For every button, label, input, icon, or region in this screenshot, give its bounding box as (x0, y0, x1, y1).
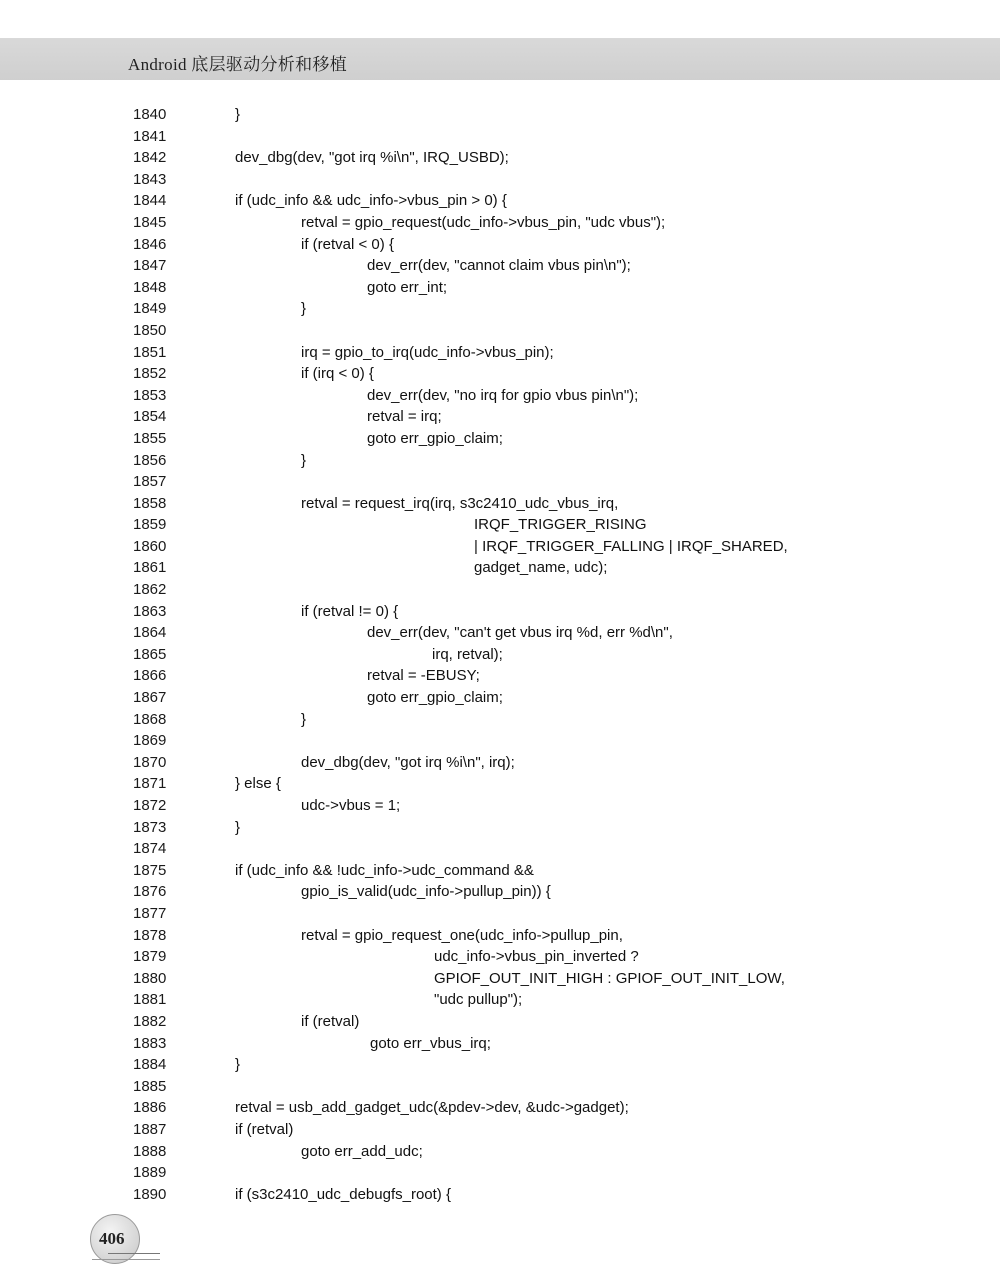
code-line (0, 320, 1000, 342)
code-line (0, 795, 1000, 817)
code-line (0, 342, 1000, 364)
code-line (0, 881, 1000, 903)
line-number: 1863 (133, 602, 167, 620)
code-line (0, 1011, 1000, 1033)
code-text: retval = usb_add_gadget_udc(&pdev->dev, &udc->gadget); (235, 1099, 629, 1117)
line-number: 1840 (133, 106, 167, 123)
line-number: 1870 (133, 753, 167, 771)
code-line (0, 169, 1000, 191)
code-line (0, 1184, 1000, 1206)
code-text: } (235, 818, 241, 836)
line-number: 1887 (133, 1120, 167, 1138)
line-number: 1858 (133, 494, 167, 512)
code-line (0, 514, 1000, 536)
line-number: 1868 (133, 710, 167, 728)
line-number: 1862 (133, 581, 167, 599)
code-line (0, 255, 1000, 277)
code-line (0, 277, 1000, 299)
code-line (0, 190, 1000, 212)
line-number: 1876 (133, 883, 167, 901)
code-line (0, 752, 1000, 774)
line-number: 1884 (133, 1056, 167, 1074)
code-line (0, 385, 1000, 407)
code-line (0, 601, 1000, 623)
code-text: goto err_vbus_irq; (370, 1034, 491, 1052)
line-number: 1873 (133, 818, 167, 836)
code-text: gadget_name, udc); (474, 559, 608, 577)
line-number: 1883 (133, 1034, 167, 1052)
code-line (0, 925, 1000, 947)
code-line (0, 838, 1000, 860)
line-number: 1854 (133, 408, 167, 426)
code-text: if (udc_info && !udc_info->udc_command && (235, 861, 534, 879)
code-text: goto err_int; (367, 278, 448, 296)
line-number: 1879 (133, 948, 167, 966)
line-number: 1889 (133, 1164, 167, 1182)
line-number: 1886 (133, 1099, 167, 1117)
code-text: goto err_add_udc; (301, 1142, 423, 1160)
code-line (0, 622, 1000, 644)
code-text: if (s3c2410_udc_debugfs_root) { (235, 1185, 451, 1203)
line-number: 1880 (133, 969, 167, 987)
page-number: 406 (99, 1229, 125, 1248)
line-number: 1851 (133, 343, 167, 361)
code-text: udc_info->vbus_pin_inverted ? (434, 948, 639, 966)
line-number: 1852 (133, 365, 167, 383)
code-line (0, 644, 1000, 666)
code-line (0, 989, 1000, 1011)
code-text: } (235, 106, 241, 123)
code-text: dev_dbg(dev, "got irq %i\n", IRQ_USBD); (235, 149, 509, 167)
code-text: retval = irq; (367, 408, 442, 426)
line-number: 1864 (133, 624, 167, 642)
code-text: retval = request_irq(irq, s3c2410_udc_vbus_irq, (301, 494, 619, 512)
code-line (0, 212, 1000, 234)
code-text: goto err_gpio_claim; (367, 689, 503, 707)
code-line (0, 968, 1000, 990)
code-text: } (301, 300, 307, 318)
code-text: if (retval) (235, 1120, 294, 1138)
code-text: retval = gpio_request(udc_info->vbus_pin, "udc vbus"); (301, 213, 666, 231)
line-number: 1855 (133, 429, 167, 447)
line-number: 1848 (133, 278, 167, 296)
code-text: irq, retval); (432, 645, 503, 663)
code-line (0, 1141, 1000, 1163)
code-line (0, 363, 1000, 385)
line-number: 1853 (133, 386, 167, 404)
code-line (0, 147, 1000, 169)
code-line (0, 773, 1000, 795)
code-line (0, 104, 1000, 126)
code-line (0, 471, 1000, 493)
code-text: dev_err(dev, "no irq for gpio vbus pin\n"); (367, 386, 639, 404)
code-text: if (retval) (301, 1012, 360, 1030)
code-text: if (udc_info && udc_info->vbus_pin > 0) { (235, 192, 507, 210)
line-number: 1850 (133, 321, 167, 339)
code-line (0, 1033, 1000, 1055)
line-number: 1877 (133, 904, 167, 922)
code-line (0, 406, 1000, 428)
line-number: 1846 (133, 235, 167, 253)
code-text: udc->vbus = 1; (301, 797, 401, 814)
line-number: 1844 (133, 192, 167, 210)
code-text: "udc pullup"); (434, 991, 523, 1009)
code-text: IRQF_TRIGGER_RISING (474, 516, 647, 534)
page-badge-underline (92, 1259, 160, 1260)
line-number: 1859 (133, 516, 167, 534)
line-number: 1841 (133, 127, 167, 145)
code-line (0, 234, 1000, 256)
code-line (0, 126, 1000, 148)
code-line (0, 1097, 1000, 1119)
code-text: | IRQF_TRIGGER_FALLING | IRQF_SHARED, (474, 537, 788, 555)
code-line (0, 946, 1000, 968)
code-line (0, 817, 1000, 839)
code-line (0, 665, 1000, 687)
code-line (0, 709, 1000, 731)
line-number: 1882 (133, 1012, 167, 1030)
code-line (0, 579, 1000, 601)
code-text: if (retval != 0) { (301, 602, 399, 620)
code-text: goto err_gpio_claim; (367, 429, 503, 447)
code-line (0, 730, 1000, 752)
line-number: 1843 (133, 170, 167, 188)
code-text: dev_err(dev, "cannot claim vbus pin\n"); (367, 257, 631, 275)
line-number: 1881 (133, 991, 167, 1009)
code-text: irq = gpio_to_irq(udc_info->vbus_pin); (301, 343, 554, 361)
line-number: 1849 (133, 300, 167, 318)
code-text: retval = -EBUSY; (367, 667, 480, 685)
code-line (0, 428, 1000, 450)
code-line (0, 536, 1000, 558)
line-number: 1872 (133, 797, 167, 814)
code-line (0, 557, 1000, 579)
code-text: dev_err(dev, "can't get vbus irq %d, err %d\n", (367, 624, 673, 642)
code-text: } (235, 1056, 241, 1074)
code-line (0, 687, 1000, 709)
code-line (0, 1076, 1000, 1098)
code-line (0, 450, 1000, 472)
code-line (0, 903, 1000, 925)
line-number: 1878 (133, 926, 167, 944)
line-number: 1857 (133, 473, 167, 491)
line-number: 1867 (133, 689, 167, 707)
code-line (0, 298, 1000, 320)
code-line (0, 1162, 1000, 1184)
code-text: dev_dbg(dev, "got irq %i\n", irq); (301, 753, 515, 771)
code-text: retval = gpio_request_one(udc_info->pullup_pin, (301, 926, 623, 944)
code-text: } (301, 451, 307, 469)
code-line (0, 1119, 1000, 1141)
code-line (0, 860, 1000, 882)
line-number: 1885 (133, 1077, 167, 1095)
line-number: 1874 (133, 840, 167, 858)
code-text: GPIOF_OUT_INIT_HIGH : GPIOF_OUT_INIT_LOW, (434, 969, 785, 987)
code-line (0, 1054, 1000, 1076)
line-number: 1847 (133, 257, 167, 275)
code-text: } (301, 710, 307, 728)
running-header-title: Android 底层驱动分析和移植 (128, 55, 348, 74)
line-number: 1866 (133, 667, 167, 685)
line-number: 1860 (133, 537, 167, 555)
code-listing (0, 104, 1000, 1205)
line-number: 1890 (133, 1185, 167, 1203)
code-text: } else { (235, 775, 281, 793)
line-number: 1845 (133, 213, 167, 231)
line-number: 1871 (133, 775, 167, 793)
line-number: 1842 (133, 149, 167, 167)
page-badge-underline (108, 1253, 160, 1254)
line-number: 1865 (133, 645, 167, 663)
code-text: if (irq < 0) { (301, 365, 374, 383)
code-text: gpio_is_valid(udc_info->pullup_pin)) { (301, 883, 551, 901)
line-number: 1875 (133, 861, 167, 879)
code-line (0, 493, 1000, 515)
line-number: 1888 (133, 1142, 167, 1160)
code-text: if (retval < 0) { (301, 235, 394, 253)
line-number: 1861 (133, 559, 167, 577)
line-number: 1869 (133, 732, 167, 750)
line-number: 1856 (133, 451, 167, 469)
